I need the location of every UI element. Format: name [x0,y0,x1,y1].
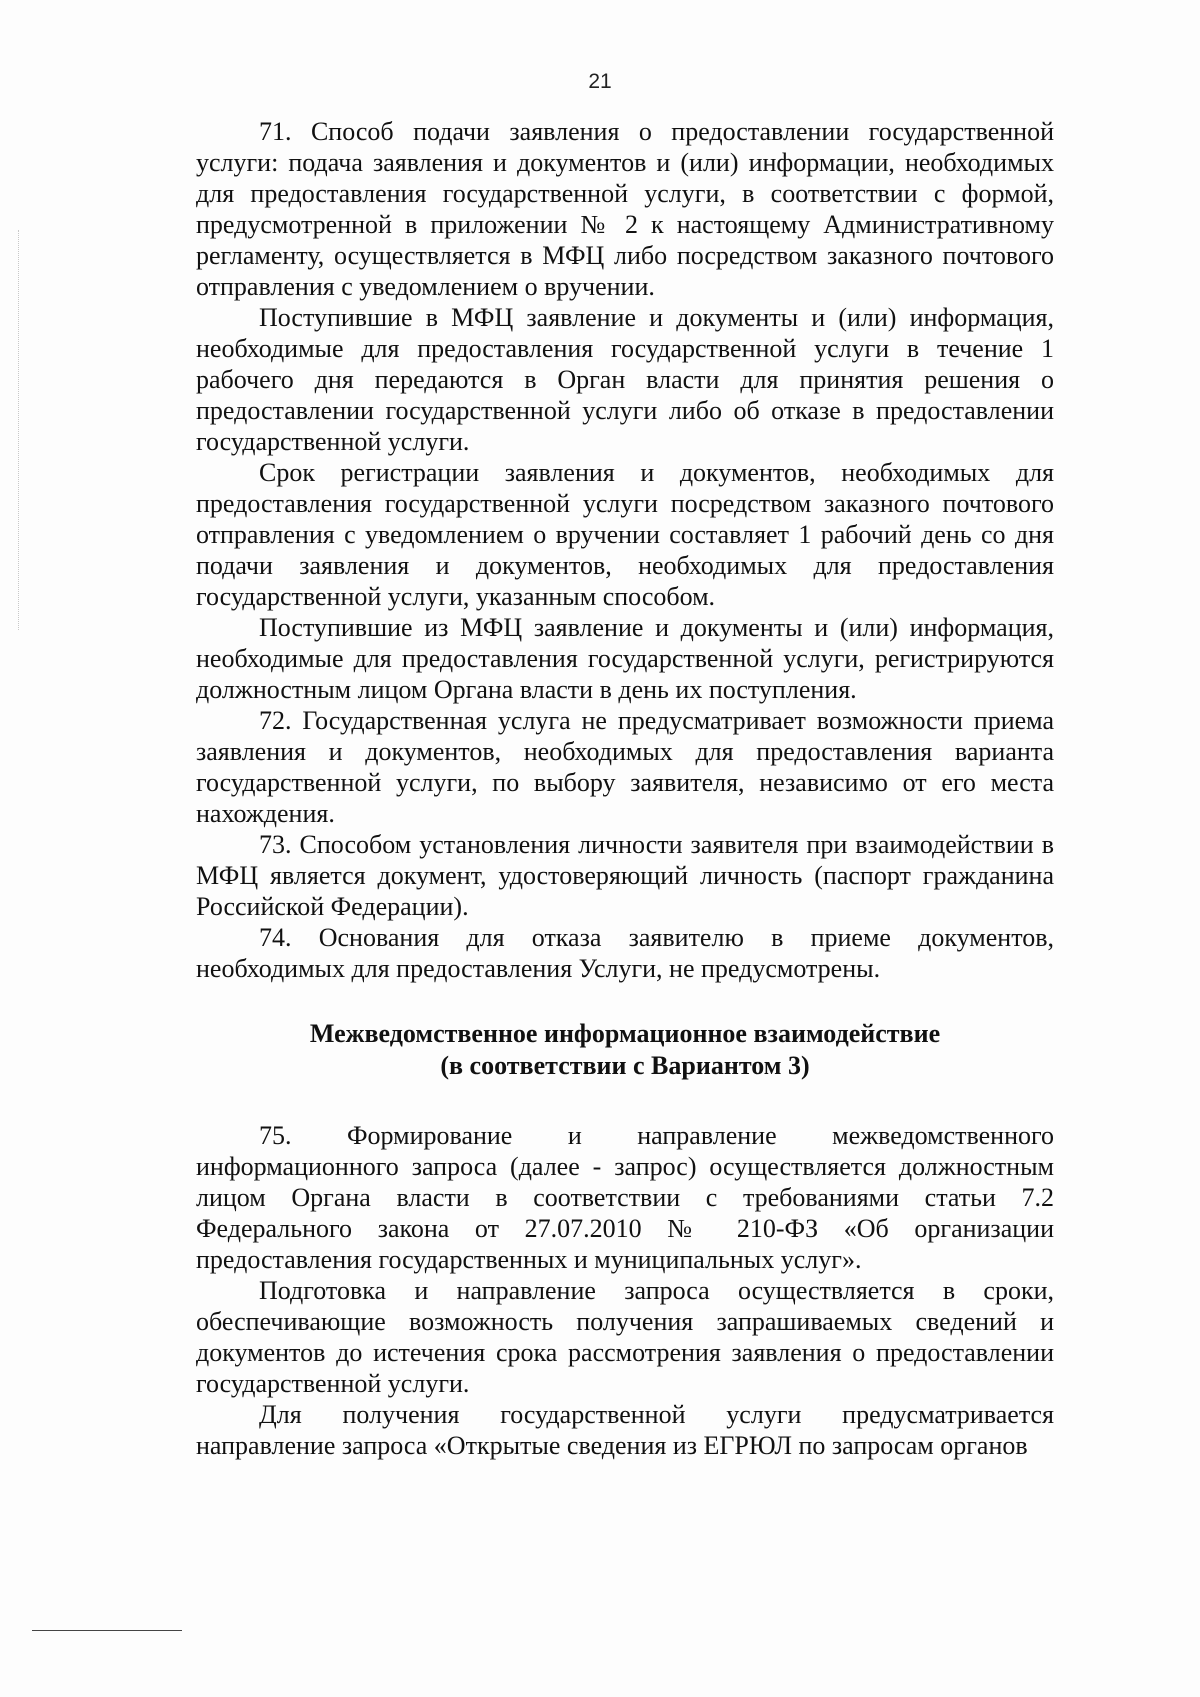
paragraph-74: 74. Основания для отказа заявителю в приеме документов, необходимых для предоставления Услуги, не предусмотрены. [196,923,1054,983]
paragraph-request-preparation: Подготовка и направление запроса осуществляется в сроки, обеспечивающие возможность получения запрашиваемых сведений и документов до истечения срока рассмотрения заявления о предоставлении государственной услуги. [196,1276,1054,1398]
document-body [196,116,1054,1461]
paragraph-72: 72. Государственная услуга не предусматривает возможности приема заявления и документов, необходимых для предоставления варианта государственной услуги, по выбору заявителя, независимо от его места нахождения. [196,706,1054,828]
section-heading [196,1018,1054,1082]
paragraph-egrul-request: Для получения государственной услуги предусматривается направление запроса «Открытые сведения из ЕГРЮЛ по запросам органов [196,1400,1054,1460]
section-heading-line1: Межведомственное информационное взаимодействие [309,1019,941,1048]
paragraph-71: 71. Способ подачи заявления о предоставлении государственной услуги: подача заявления и документов и (или) информации, необходимых для предоставления государственной услуги, в соответствии с формой, предусмотренной в приложении № 2 к настоящему Административному регламенту, осуществляется в МФЦ либо посредством заказного почтового отправления с уведомлением о вручении. [196,117,1054,301]
paragraph-from-mfc: Поступившие из МФЦ заявление и документы и (или) информация, необходимые для предоставления государственной услуги, регистрируются должностным лицом Органа власти в день их поступления. [196,613,1054,704]
paragraph-mfc-received: Поступившие в МФЦ заявление и документы и (или) информация, необходимые для предоставления государственной услуги в течение 1 рабочего дня передаются в Орган власти для принятия решения о предоставлении государственной услуги либо об отказе в предоставлении государственной услуги. [196,303,1054,456]
scan-margin-marks [18,230,25,630]
paragraph-registration-term: Срок регистрации заявления и документов, необходимых для предоставления государственной услуги посредством заказного почтового отправления с уведомлением о вручении составляет 1 рабочий день со дня подачи заявления и документов, необходимых для предоставления государственной услуги, указанным способом. [196,458,1054,611]
page-number: 21 [588,70,612,93]
paragraph-73: 73. Способом установления личности заявителя при взаимодействии в МФЦ является документ, удостоверяющий личность (паспорт гражданина Российской Федерации). [196,830,1054,921]
section-heading-line2: (в соответствии с Вариантом 3) [440,1051,810,1080]
paragraph-75: 75. Формирование и направление межведомственного информационного запроса (далее - запрос) осуществляется должностным лицом Органа власти в соответствии с требованиями статьи 7.2 Федерального закона от 27.07.2010 № 210-ФЗ «Об организации предоставления государственных и муниципальных услуг». [196,1121,1054,1274]
footer-divider [32,1630,182,1631]
